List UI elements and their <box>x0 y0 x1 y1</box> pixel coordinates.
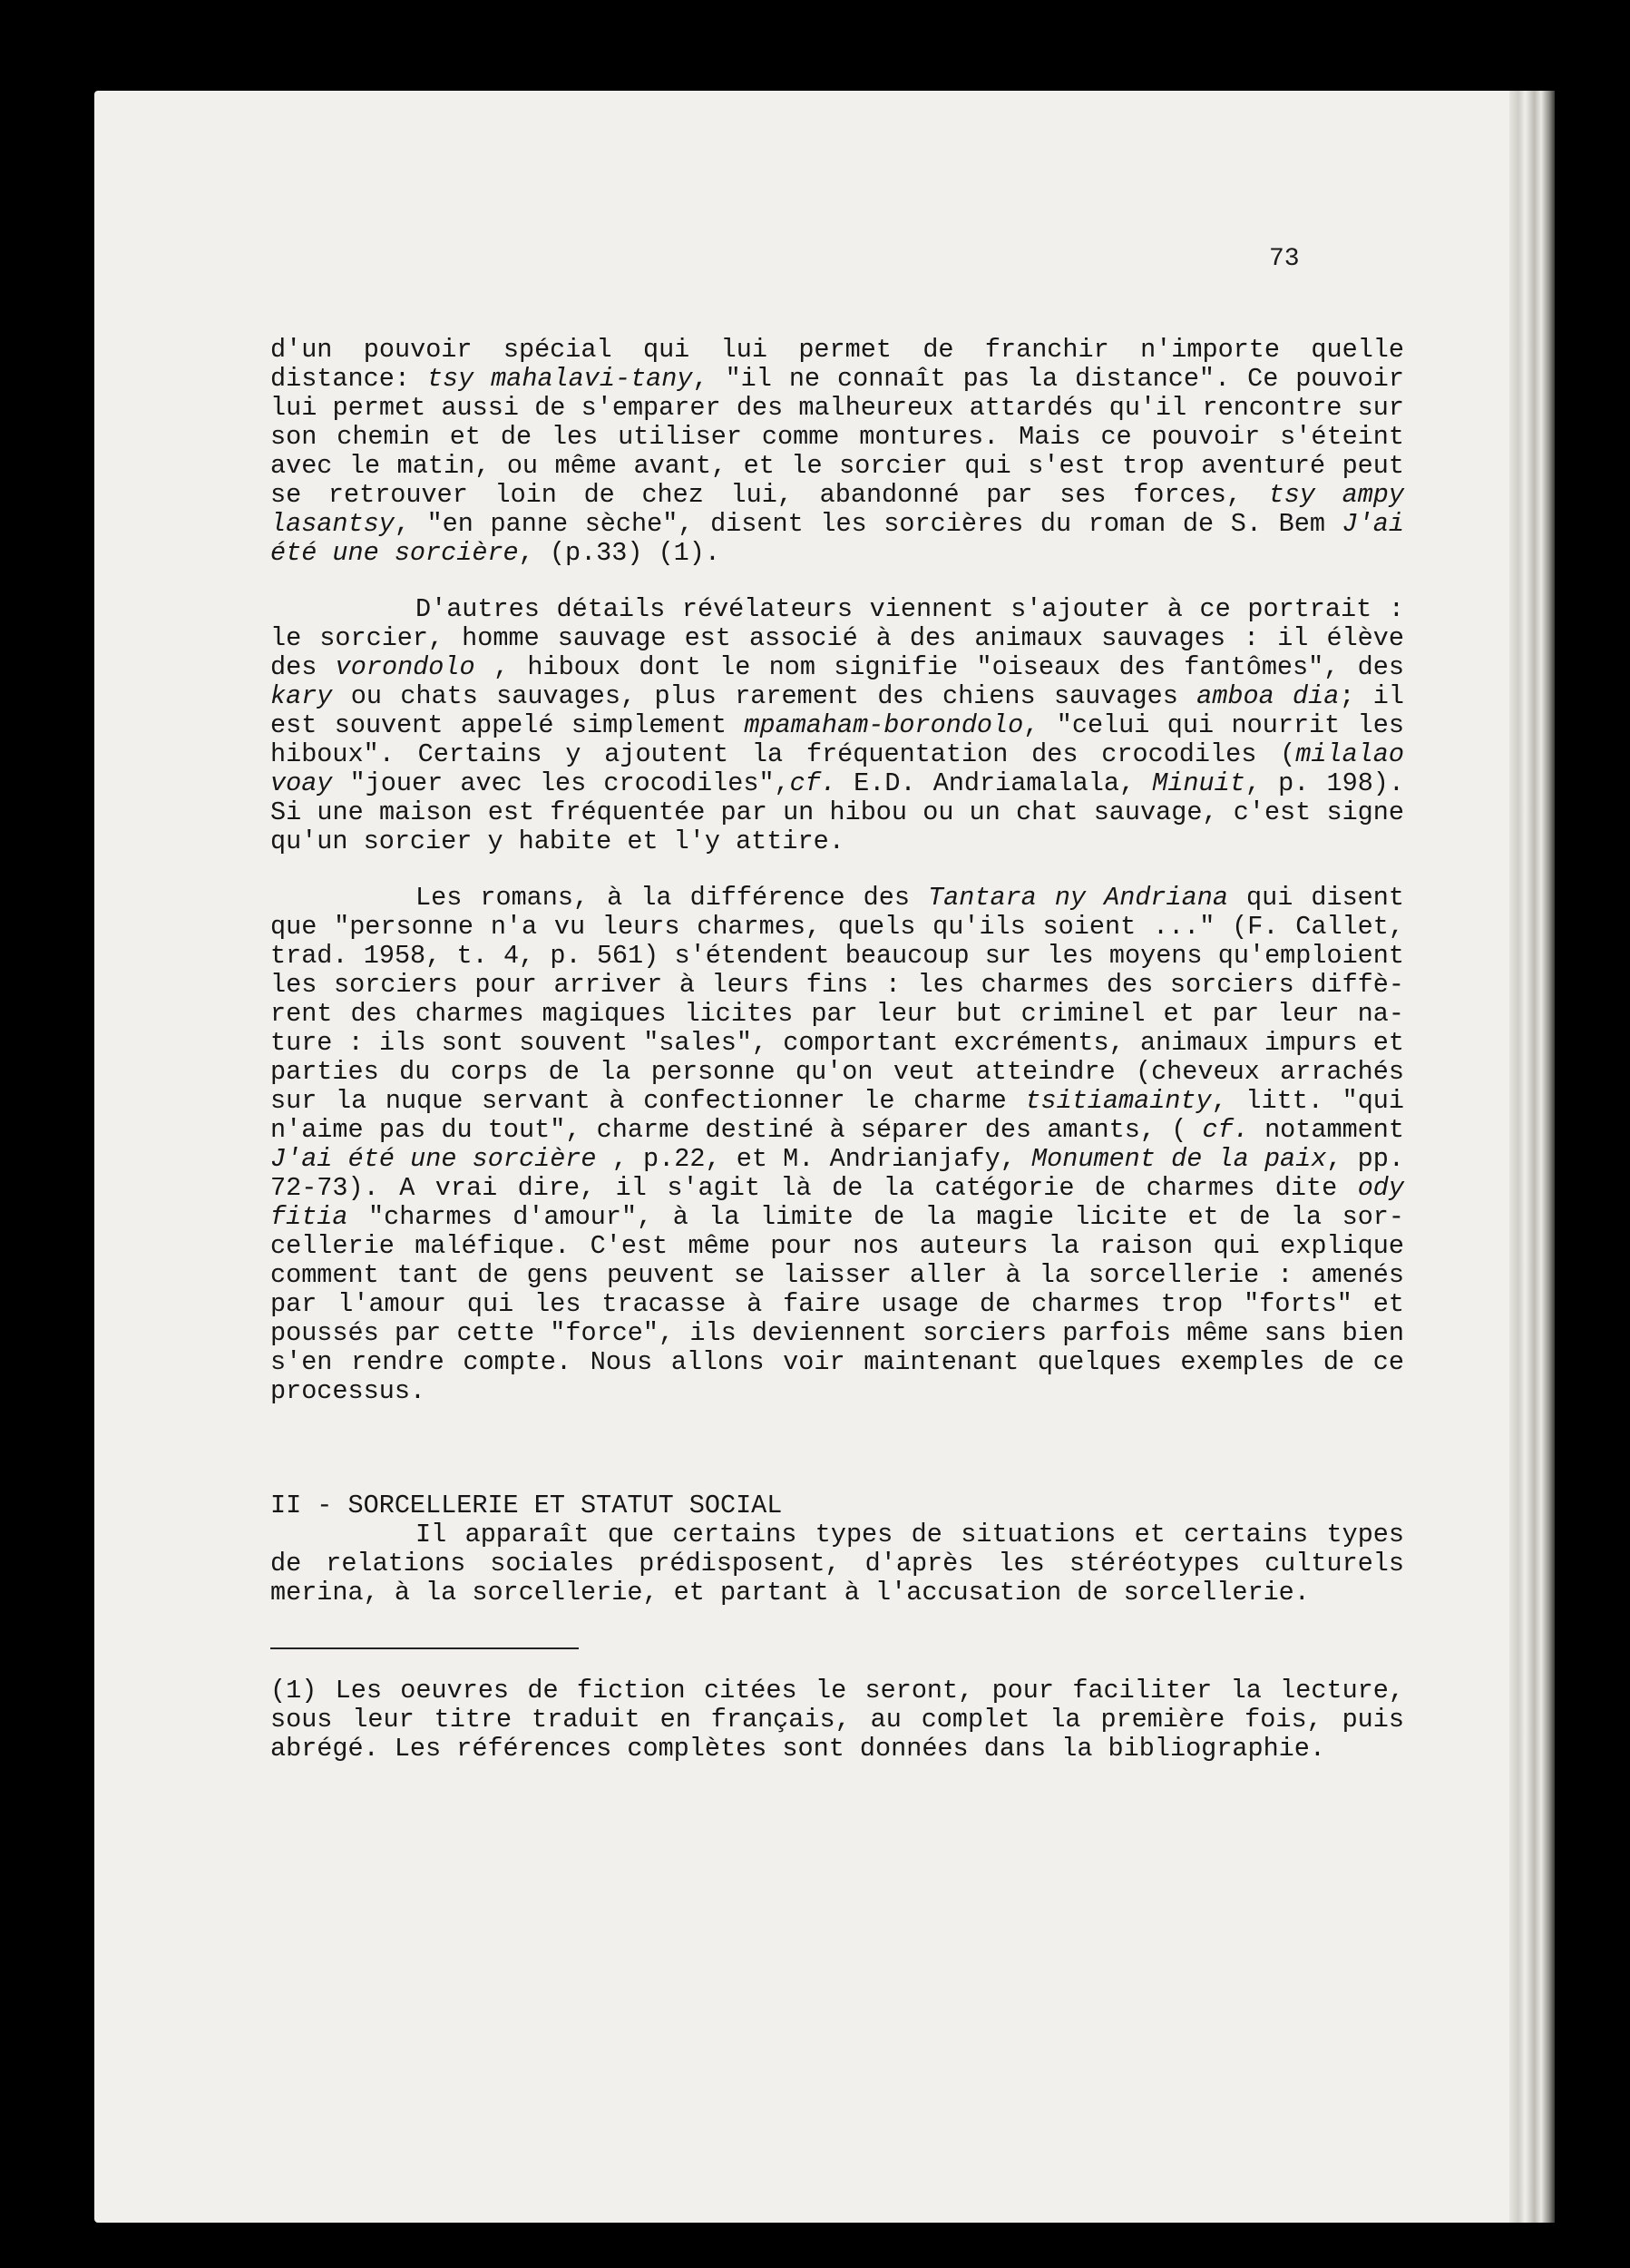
text-run: E.D. Andriamalala, <box>835 768 1153 798</box>
page-edge <box>1509 91 1555 2223</box>
text-run: ; il est souvent appelé simplement <box>270 681 1404 740</box>
text-run: , litt. "qui n'aime pas du tout", charme destiné à séparer des amants, ( <box>270 1086 1404 1145</box>
text-run: , "en panne sèche", disent les sorcières du roman de S. Bem <box>394 509 1342 539</box>
text-run: , pp. 72-73). A vrai dire, il s'agit là de la catégorie de charmes dite <box>270 1144 1404 1203</box>
italic-term: amboa dia <box>1196 681 1340 711</box>
text-run: Les romans, à la différence des <box>415 883 929 913</box>
section-paragraph: Il apparaît que certains types de situations et certains types de relations sociales prédisposent, d'après les stéréotypes culturels merina, à la sorcellerie, et partant à l'accusation de sorcellerie. <box>270 1520 1404 1608</box>
italic-term: tsitiamainty <box>1025 1086 1212 1116</box>
italic-term: cf. <box>789 768 836 798</box>
text-run: , hiboux dont le nom signifie "oiseaux des fantômes", des <box>474 652 1404 682</box>
text-run: , (p.33) (1). <box>518 538 720 568</box>
italic-term: vorondolo <box>335 652 475 682</box>
text-run: D'autres détails révélateurs viennent s'ajouter à ce portrait : le sorcier, homme sauvage est associé à des animaux sauvages : il élève des <box>270 594 1404 682</box>
text-run: qui disent que "personne n'a vu leurs charmes, quels qu'ils soient ..." (F. Callet, trad. 1958, t. 4, p. 561) s'étendent beaucoup sur les moyens qu'emploient les sorciers pour arriver à leurs fins : les charmes des sorciers diffè-rent des charmes magiques licites par leur but criminel et par leur na-ture : ils sont souvent "sales", comportant excréments, animaux impurs et parties du corps de la personne qu'on veut atteindre (cheveux arrachés sur la nuque servant à confectionner le charme <box>270 883 1404 1116</box>
paragraph-3 <box>270 884 1404 1406</box>
italic-term: milalao voay <box>270 739 1404 798</box>
section-heading: II - SORCELLERIE ET STATUT SOCIAL <box>270 1491 783 1520</box>
text-run: , "celui qui nourrit les hiboux". Certains y ajoutent la fréquentation des crocodiles ( <box>270 710 1404 769</box>
italic-term: ody fitia <box>270 1173 1404 1232</box>
italic-term: tsy mahalavi-tany <box>426 364 693 394</box>
text-run: d'un pouvoir spécial qui lui permet de franchir n'importe quelle distance: <box>270 335 1404 394</box>
footnote: (1) Les oeuvres de fiction citées le seront, pour faciliter la lecture, sous leur titre traduit en français, au complet la première fois, puis abrégé. Les références complètes sont données dans la bibliographie. <box>270 1676 1404 1764</box>
text-run: ou chats sauvages, plus rarement des chiens sauvages <box>332 681 1197 711</box>
text-run: , p.22, et M. Andrianjafy, <box>596 1144 1032 1174</box>
italic-term: Monument de la paix <box>1031 1144 1327 1174</box>
text-run: , p. 198). Si une maison est fréquentée par un hibou ou un chat sauvage, c'est signe qu'un sorcier y habite et l'y attire. <box>270 768 1404 856</box>
page-content <box>270 336 1404 1764</box>
italic-term: Tantara ny Andriana <box>928 883 1228 913</box>
italic-term: kary <box>270 681 333 711</box>
paragraph-2 <box>270 595 1404 856</box>
italic-term: cf. <box>1202 1115 1249 1145</box>
italic-term: J'ai été une sorcière <box>270 509 1404 568</box>
italic-term: mpamaham-borondolo <box>744 710 1024 740</box>
italic-term: J'ai été une sorcière <box>270 1144 597 1174</box>
text-run: notamment <box>1248 1115 1404 1145</box>
paragraph-1 <box>270 336 1404 568</box>
page-number: 73 <box>1269 245 1300 273</box>
footnote-rule <box>270 1647 579 1649</box>
text-run: "charmes d'amour", à la limite de la magie licite et de la sor-cellerie maléfique. C'est même pour nos auteurs la raison qui explique comment tant de gens peuvent se laisser aller à la sorcellerie : amenés par l'amour qui les tracasse à faire usage de charmes trop "forts" et poussés par cette "force", ils deviennent sorciers parfois même sans bien s'en rendre compte. Nous allons voir maintenant quelques exemples de ce processus. <box>270 1202 1404 1406</box>
italic-term: Minuit <box>1152 768 1245 798</box>
italic-term: tsy ampy lasantsy <box>270 480 1405 539</box>
text-run: , "il ne connaît pas la distance". Ce pouvoir lui permet aussi de s'emparer des malheureux attardés qu'il rencontre sur son chemin et de les utiliser comme montures. Mais ce pouvoir s'éteint avec le matin, ou même avant, et le sorcier qui s'est trop aventuré peut se retrouver loin de chez lui, abandonné par ses forces, <box>270 364 1404 510</box>
text-run: "jouer avec les crocodiles", <box>332 768 790 798</box>
